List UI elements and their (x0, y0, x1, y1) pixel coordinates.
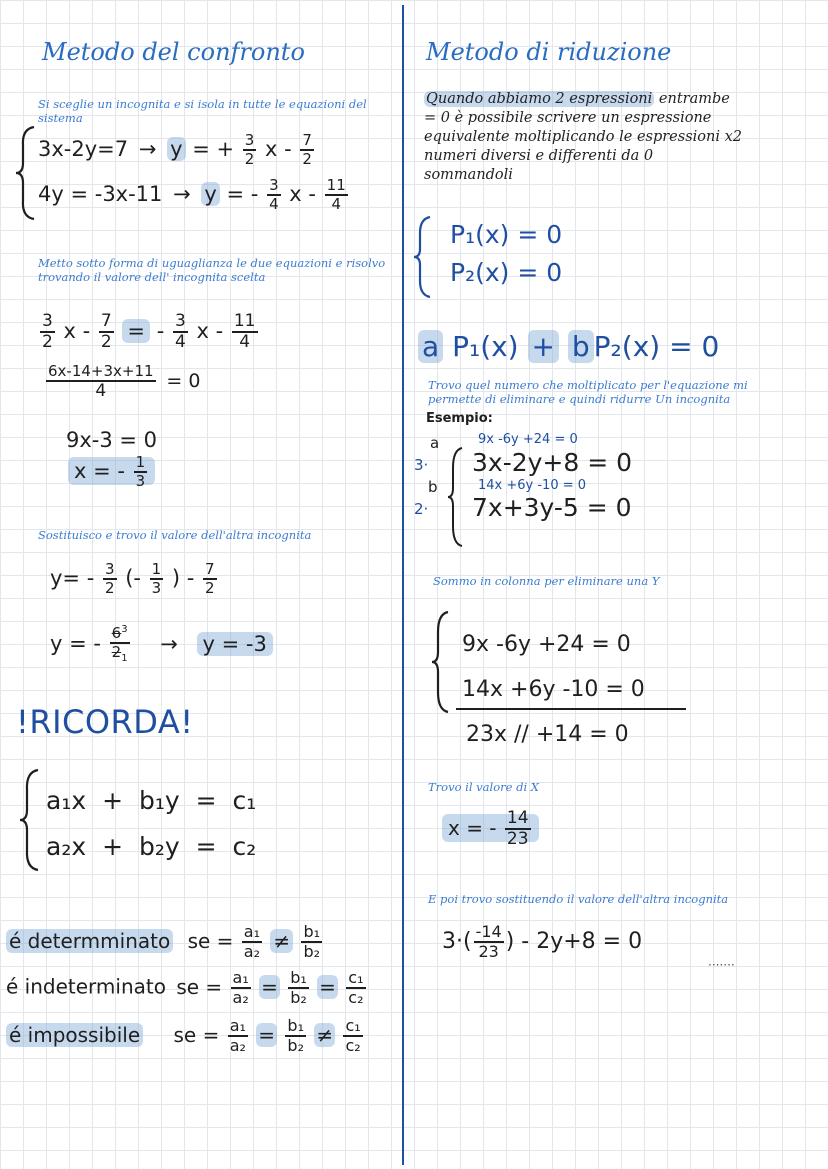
sum-total: 23x // +14 = 0 (466, 722, 629, 747)
case-determined: é determminato se = $\frac{\text{a₁}}{\text{a₂}}$ ≠ $\frac{\text{b₁}}{\text{b₂}}$ (6, 924, 324, 960)
system1-eq2: 4y = -3x-11 → y = - $\frac{3}{4}$ x - $\frac{11}{4}$ (38, 176, 346, 213)
left-title: Metodo del confronto (42, 38, 305, 66)
note-substitute-right: E poi trovo sostituendo il valore dell'altra incognita (428, 892, 729, 906)
system-brace-1 (14, 125, 38, 221)
p-system-brace (412, 215, 434, 299)
note-find-x: Trovo il valore di X (428, 780, 539, 794)
general-eq-1: a₁x + b₁y = c₁ (46, 786, 257, 815)
remember-heading: !RICORDA! (16, 703, 194, 741)
result-x: x = - $\frac{1}{3}$ (68, 455, 155, 489)
substitution-2: y = - $\frac{6^3}{2_1}$ → y = -3 (50, 625, 273, 664)
case-impossible: é impossibile se = $\frac{\text{a₁}}{\text{a₂}}$ = $\frac{\text{b₁}}{\text{b₂}}$ ≠ $\frac{\text{c₁}}{\text{c₂}}$ (6, 1018, 365, 1054)
reduction-intro: Quando abbiamo 2 espressioni entrambe = 0 è possibile scrivere un espressione equivalente moltiplicando le espressioni x2 numeri diversi e differenti da 0 sommandoli (424, 91, 742, 183)
linear-combination: a P₁(x) + b P₂(x) = 0 (418, 330, 719, 363)
example-brace (446, 446, 464, 548)
continuation-dots: ······· (708, 958, 735, 972)
sum-row1: 9x -6y +24 = 0 (462, 632, 631, 657)
general-eq-2: a₂x + b₂y = c₂ (46, 832, 257, 861)
p2-equation: P₂(x) = 0 (450, 258, 563, 287)
combined-fraction: $\frac{6x-14+3x+11}{4}$ = 0 (48, 362, 201, 401)
example-row2: 7x+3y-5 = 0 (472, 493, 632, 522)
p1-equation: P₁(x) = 0 (450, 220, 563, 249)
case-indeterminate: é indeterminato se = $\frac{\text{a₁}}{\text{a₂}}$ = $\frac{\text{b₁}}{\text{b₂}}$ = $\frac{\text{c₁}}{\text{c₂}}$ (6, 968, 364, 1007)
note-sum-columns: Sommo in colonna per eliminare una Y (433, 574, 660, 588)
note-multiplier: Trovo quel numero che moltiplicato per l'equazione mi permette di eliminare e quindi ridurre Un incognita (428, 378, 748, 406)
example-label: Esempio: (426, 411, 493, 426)
substitution-1: y= - $\frac{3}{2}$ (- $\frac{1}{3}$ ) - $\frac{7}{2}$ (50, 560, 215, 597)
sum-row2: 14x +6y -10 = 0 (462, 677, 645, 702)
step-9x: 9x-3 = 0 (66, 428, 158, 452)
note-equate: Metto sotto forma di uguaglianza le due equazioni e risolvo trovando il valore dell' incognita scelta (38, 256, 386, 284)
sum-brace (430, 610, 452, 714)
column-divider (402, 5, 404, 1165)
note-substitute: Sostituisco e trovo il valore dell'altra incognita (38, 528, 312, 542)
note-isolate: Si sceglie un incognita e si isola in tutte le equazioni del sistema (38, 97, 367, 125)
final-substitution: 3·( $\frac{-14}{23}$ ) - 2y+8 = 0 (442, 922, 643, 961)
example-row2-multiplied: 14x +6y -10 = 0 (478, 478, 587, 493)
general-system-brace (18, 768, 42, 872)
equate-step: $\frac{3}{2}$ x - $\frac{7}{2}$ = - $\frac{3}{4}$ x - $\frac{11}{4}$ (42, 311, 256, 352)
multiplier-2: 2· (414, 500, 429, 518)
multiplier-a: a (430, 434, 440, 452)
system1-eq1: 3x-2y=7 → y = + $\frac{3}{2}$ x - $\frac{7}{2}$ (38, 131, 312, 168)
example-row1: 3x-2y+8 = 0 (472, 448, 633, 477)
multiplier-3: 3· (414, 456, 429, 474)
right-title: Metodo di riduzione (426, 38, 672, 66)
multiplier-b: b (428, 478, 438, 496)
x-value: x = - $\frac{14}{23}$ (442, 810, 539, 848)
example-row1-multiplied: 9x -6y +24 = 0 (478, 432, 578, 447)
sum-line (456, 708, 686, 710)
